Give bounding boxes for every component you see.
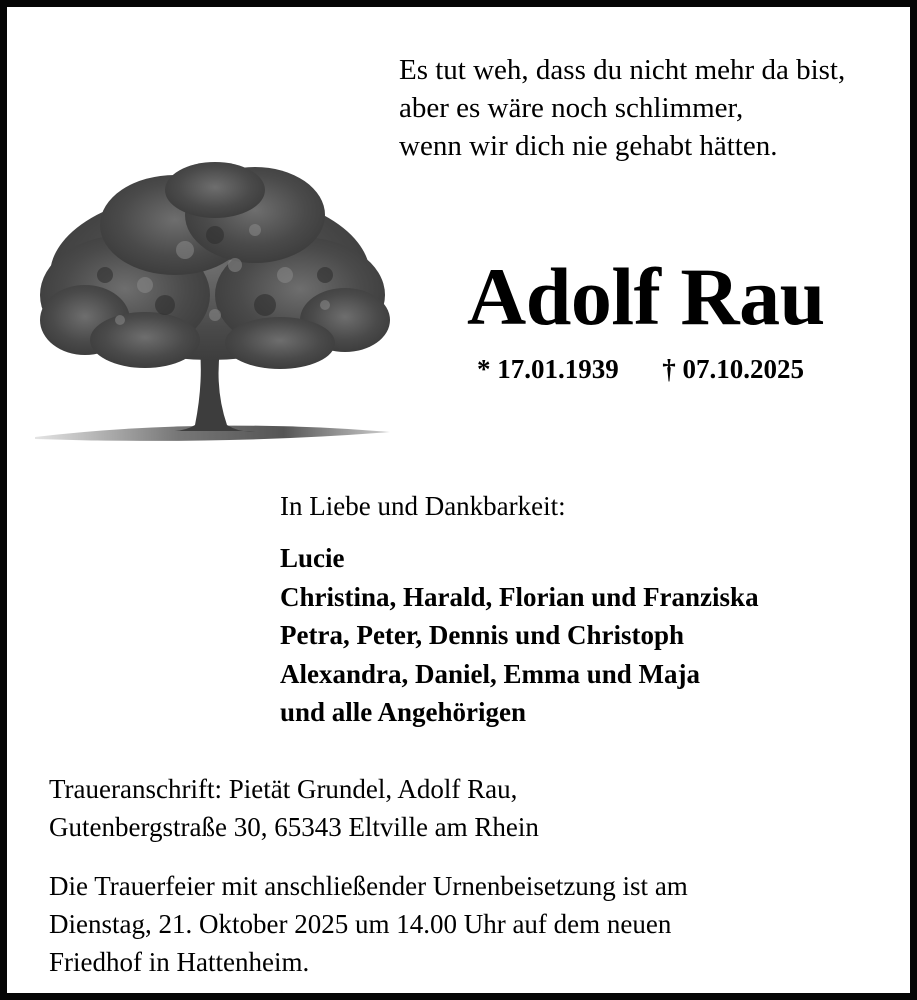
ceremony-line: Die Trauerfeier mit anschließender Urnenbeisetzung ist am: [49, 871, 688, 901]
mourning-address: [49, 770, 539, 846]
poem-line: wenn wir dich nie gehabt hätten.: [399, 130, 778, 162]
birth-symbol: *: [477, 354, 491, 384]
ceremony-line: Friedhof in Hattenheim.: [49, 947, 310, 977]
poem-verse: [399, 51, 845, 165]
death-date: 07.10.2025: [682, 354, 804, 384]
ceremony-info: [49, 867, 688, 981]
ceremony-line: Dienstag, 21. Oktober 2025 um 14.00 Uhr auf dem neuen: [49, 909, 672, 939]
mourner-line: Lucie: [280, 543, 345, 573]
mourner-line: Christina, Harald, Florian und Franziska: [280, 581, 759, 612]
mourners-intro: In Liebe und Dankbarkeit:: [280, 491, 566, 521]
mourner-line: Petra, Peter, Dennis und Christoph: [280, 620, 685, 650]
address-line: Gutenbergstraße 30, 65343 Eltville am Rhein: [49, 812, 539, 842]
poem-line: aber es wäre noch schlimmer,: [399, 92, 744, 124]
mourner-line: Alexandra, Daniel, Emma und Maja: [280, 658, 701, 689]
tree-icon: [25, 155, 400, 445]
cross-icon: †: [662, 354, 676, 384]
birth-date: 17.01.1939: [497, 354, 619, 384]
poem-line: Es tut weh, dass du nicht mehr da bist,: [399, 54, 846, 86]
mourner-line: und alle Angehörigen: [280, 697, 527, 727]
deceased-name: Adolf Rau: [467, 251, 825, 342]
address-line: Traueranschrift: Pietät Grundel, Adolf Rau,: [49, 774, 518, 804]
mourners-list: [280, 539, 759, 732]
life-dates: [477, 349, 804, 389]
